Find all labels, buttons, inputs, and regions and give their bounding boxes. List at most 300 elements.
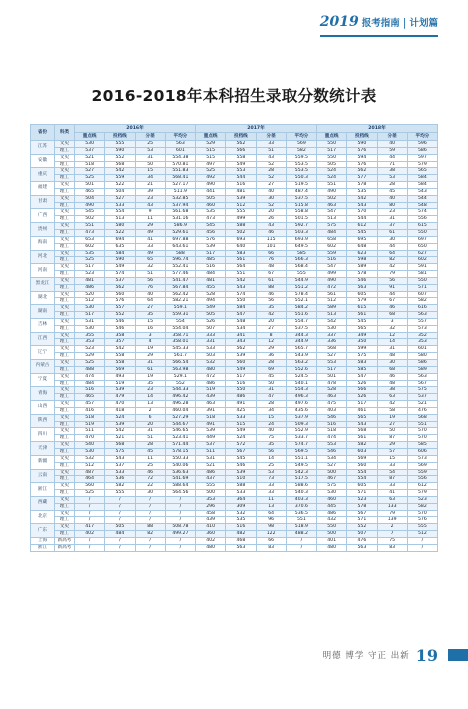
score-cell: 517: [75, 312, 105, 319]
category-cell: 文史: [55, 428, 75, 435]
province-cell: 江苏: [31, 141, 55, 155]
category-cell: 理工: [55, 147, 75, 154]
score-cell: 567: [347, 510, 377, 517]
score-cell: 521: [407, 401, 437, 408]
score-cell: 542: [347, 195, 377, 202]
score-cell: 470: [75, 435, 105, 442]
score-cell: 568: [347, 428, 377, 435]
score-cell: 549: [226, 366, 256, 373]
score-cell: 88: [256, 284, 286, 291]
score-cell: 463: [317, 394, 347, 401]
score-cell: 585: [407, 442, 437, 449]
score-cell: 545: [75, 209, 105, 216]
province-cell: 福建: [31, 182, 55, 196]
score-cell: 7: [377, 531, 407, 538]
category-cell: 理工: [55, 339, 75, 346]
score-cell: 576: [347, 161, 377, 168]
score-cell: 518: [75, 161, 105, 168]
table-row: [31, 531, 438, 538]
score-cell: 526: [347, 380, 377, 387]
score-cell: 20: [256, 209, 286, 216]
category-cell: 理工: [55, 257, 75, 264]
table-body: [31, 141, 438, 552]
score-cell: 533: [226, 414, 256, 421]
score-cell: 530: [75, 325, 105, 332]
score-cell: 544.9: [286, 277, 316, 284]
score-cell: 570.81: [165, 161, 195, 168]
score-cell: 588: [226, 483, 256, 490]
score-cell: 525: [196, 168, 226, 175]
table-row: [31, 223, 438, 230]
score-cell: 484: [196, 271, 226, 278]
score-cell: 44: [377, 154, 407, 161]
score-cell: 554: [165, 318, 195, 325]
score-cell: 63: [377, 496, 407, 503]
category-cell: 文史: [55, 250, 75, 257]
score-cell: 598: [347, 257, 377, 264]
score-cell: 562: [226, 346, 256, 353]
score-cell: 545: [347, 229, 377, 236]
header-separator: |: [402, 16, 407, 29]
score-cell: 507: [196, 325, 226, 332]
score-cell: 583: [347, 360, 377, 367]
category-cell: 理工: [55, 407, 75, 414]
score-cell: 524: [317, 168, 347, 175]
score-cell: 568: [407, 414, 437, 421]
category-cell: 理工: [55, 462, 75, 469]
page-footer: [323, 645, 438, 665]
score-cell: 561: [347, 435, 377, 442]
category-cell: 文史: [55, 195, 75, 202]
score-cell: 13: [256, 503, 286, 510]
score-cell: /: [165, 503, 195, 510]
score-cell: 16: [135, 325, 165, 332]
score-cell: /: [135, 544, 165, 551]
score-cell: 649.5: [286, 243, 316, 250]
score-cell: 548: [407, 202, 437, 209]
score-cell: 623: [347, 250, 377, 257]
score-cell: 537: [105, 277, 135, 284]
score-cell: 3: [377, 318, 407, 325]
table-row: [31, 510, 438, 517]
score-cell: 575: [407, 387, 437, 394]
score-cell: 56: [256, 448, 286, 455]
score-cell: 45: [256, 373, 286, 380]
score-cell: 465: [75, 394, 105, 401]
province-cell: 内蒙古: [31, 360, 55, 374]
category-cell: 理工: [55, 503, 75, 510]
score-cell: 552: [105, 154, 135, 161]
category-cell: 理工: [55, 188, 75, 195]
score-cell: 533: [226, 490, 256, 497]
score-cell: 616: [407, 305, 437, 312]
score-cell: 551: [317, 182, 347, 189]
subheader-cell: 重点线: [317, 133, 347, 141]
score-cell: 594: [347, 154, 377, 161]
score-cell: 537: [105, 462, 135, 469]
score-cell: 576: [105, 298, 135, 305]
score-cell: 571.44: [165, 442, 195, 449]
score-cell: 472: [317, 284, 347, 291]
score-cell: 19: [377, 414, 407, 421]
subheader-cell: 投档线: [105, 133, 135, 141]
score-cell: 589: [407, 366, 437, 373]
category-cell: 理工: [55, 517, 75, 524]
score-cell: 535: [347, 188, 377, 195]
score-cell: 523: [407, 496, 437, 503]
score-cell: 516: [226, 524, 256, 531]
score-cell: 139: [377, 517, 407, 524]
score-cell: /: [165, 510, 195, 517]
score-cell: 554: [105, 209, 135, 216]
score-cell: 61: [256, 277, 286, 284]
category-cell: 理工: [55, 531, 75, 538]
score-cell: 6: [135, 414, 165, 421]
score-cell: 560: [347, 462, 377, 469]
score-cell: 56: [256, 298, 286, 305]
score-cell: 480: [196, 366, 226, 373]
score-cell: 561: [347, 312, 377, 319]
score-cell: 44: [377, 243, 407, 250]
score-cell: 527.29: [165, 414, 195, 421]
score-cell: 493: [105, 373, 135, 380]
score-cell: 344.3: [286, 332, 316, 339]
score-table: [30, 124, 438, 552]
score-cell: 549.5: [286, 462, 316, 469]
category-cell: 理工: [55, 175, 75, 182]
score-cell: 46: [135, 469, 165, 476]
table-row: [31, 332, 438, 339]
score-cell: 522: [105, 182, 135, 189]
score-cell: 579: [407, 161, 437, 168]
score-cell: 52: [256, 202, 286, 209]
score-cell: 540.1: [286, 380, 316, 387]
score-cell: 82: [135, 531, 165, 538]
score-cell: 343: [226, 339, 256, 346]
score-cell: 589: [317, 305, 347, 312]
score-cell: 555: [196, 483, 226, 490]
score-cell: 46: [377, 305, 407, 312]
score-cell: 464: [75, 476, 105, 483]
score-cell: 64: [256, 510, 286, 517]
province-cell: 新疆: [31, 455, 55, 469]
score-cell: 615: [407, 223, 437, 230]
score-cell: 605: [347, 483, 377, 490]
score-cell: 571: [407, 284, 437, 291]
score-cell: 555: [105, 490, 135, 497]
score-cell: 562: [347, 168, 377, 175]
score-cell: 28: [377, 182, 407, 189]
score-cell: 596.74: [165, 257, 195, 264]
score-cell: 48: [377, 353, 407, 360]
score-cell: 391: [196, 407, 226, 414]
score-cell: 517: [75, 264, 105, 271]
table-row: [31, 544, 438, 551]
province-cell: 陕西: [31, 414, 55, 428]
score-cell: 607: [407, 291, 437, 298]
score-cell: 551.6: [286, 312, 316, 319]
score-cell: 568: [105, 442, 135, 449]
score-cell: 533: [196, 346, 226, 353]
score-cell: 635: [105, 243, 135, 250]
score-cell: 546: [226, 462, 256, 469]
score-cell: 44: [377, 291, 407, 298]
score-cell: 349: [347, 332, 377, 339]
score-cell: 496.3: [286, 394, 316, 401]
score-cell: 488: [75, 366, 105, 373]
score-cell: 465: [75, 188, 105, 195]
score-cell: /: [135, 496, 165, 503]
score-cell: 41: [135, 236, 165, 243]
score-cell: 2: [135, 407, 165, 414]
score-cell: 525: [75, 257, 105, 264]
score-cell: 535: [226, 517, 256, 524]
score-cell: 527: [75, 168, 105, 175]
score-cell: 559: [105, 175, 135, 182]
score-cell: 544: [407, 195, 437, 202]
score-cell: 4: [135, 339, 165, 346]
category-cell: 理工: [55, 380, 75, 387]
score-cell: 45: [135, 448, 165, 455]
score-cell: 96: [256, 517, 286, 524]
score-cell: 29: [135, 223, 165, 230]
score-cell: 532.85: [165, 195, 195, 202]
score-cell: 463: [196, 401, 226, 408]
footer-accent-bar: [448, 649, 468, 661]
category-cell: 文史: [55, 346, 75, 353]
category-cell: 理工: [55, 476, 75, 483]
score-cell: 558: [226, 154, 256, 161]
score-cell: 605: [347, 291, 377, 298]
category-cell: 理工: [55, 243, 75, 250]
table-row: [31, 401, 438, 408]
score-cell: /: [165, 517, 195, 524]
score-cell: 53: [377, 175, 407, 182]
category-cell: 文史: [55, 236, 75, 243]
category-cell: 理工: [55, 229, 75, 236]
score-cell: 42: [256, 312, 286, 319]
province-cell: 四川: [31, 428, 55, 442]
score-cell: 550: [407, 277, 437, 284]
score-cell: 510: [226, 476, 256, 483]
score-cell: 530: [317, 490, 347, 497]
score-cell: 463: [317, 202, 347, 209]
category-cell: 理工: [55, 202, 75, 209]
score-cell: 11: [256, 496, 286, 503]
score-cell: 35: [256, 305, 286, 312]
score-cell: 695: [347, 236, 377, 243]
score-cell: 499: [226, 216, 256, 223]
table-row: [31, 298, 438, 305]
score-cell: 53: [135, 147, 165, 154]
score-cell: 67: [256, 271, 286, 278]
score-cell: 602: [75, 243, 105, 250]
score-cell: 568.4: [286, 264, 316, 271]
score-cell: /: [135, 537, 165, 544]
score-cell: 552: [165, 380, 195, 387]
score-cell: 31: [377, 216, 407, 223]
score-cell: 536.63: [165, 469, 195, 476]
score-cell: 546: [347, 277, 377, 284]
score-cell: 484: [75, 380, 105, 387]
score-cell: 403: [317, 407, 347, 414]
score-cell: 29: [377, 442, 407, 449]
score-cell: 552: [347, 524, 377, 531]
table-row: [31, 353, 438, 360]
score-cell: 512: [407, 531, 437, 538]
score-cell: 553: [317, 442, 347, 449]
score-cell: /: [105, 517, 135, 524]
score-cell: 546: [105, 325, 135, 332]
score-cell: 34: [135, 175, 165, 182]
score-cell: 527: [105, 195, 135, 202]
category-cell: 文史: [55, 496, 75, 503]
score-cell: 586: [407, 360, 437, 367]
table-row: [31, 346, 438, 353]
score-cell: 563: [407, 373, 437, 380]
score-cell: 547: [226, 312, 256, 319]
score-cell: 519: [105, 380, 135, 387]
score-cell: 512: [75, 462, 105, 469]
score-cell: 445: [317, 503, 347, 510]
table-row: [31, 209, 438, 216]
score-cell: 561.68: [165, 209, 195, 216]
score-cell: /: [165, 496, 195, 503]
table-row: [31, 216, 438, 223]
score-cell: 550: [407, 229, 437, 236]
score-cell: 503.3: [286, 229, 316, 236]
score-cell: 524: [105, 414, 135, 421]
score-cell: 64: [377, 250, 407, 257]
score-cell: /: [75, 510, 105, 517]
score-cell: 555: [286, 271, 316, 278]
province-cell: 青海: [31, 387, 55, 401]
score-cell: /: [75, 503, 105, 510]
score-cell: 524.5: [286, 373, 316, 380]
category-cell: 文史: [55, 182, 75, 189]
score-cell: /: [105, 510, 135, 517]
score-cell: 511: [75, 428, 105, 435]
score-cell: 582: [286, 147, 316, 154]
category-cell: 理工: [55, 312, 75, 319]
score-cell: 567.84: [165, 284, 195, 291]
score-cell: 535: [196, 209, 226, 216]
score-cell: 561.7: [165, 353, 195, 360]
score-cell: 532: [226, 510, 256, 517]
score-cell: 38: [377, 387, 407, 394]
category-cell: 文史: [55, 305, 75, 312]
score-cell: 33: [256, 483, 286, 490]
score-cell: 500: [317, 469, 347, 476]
score-cell: /: [105, 537, 135, 544]
score-cell: 590: [347, 141, 377, 148]
score-cell: 336: [317, 339, 347, 346]
score-cell: 599: [347, 346, 377, 353]
score-cell: 544.67: [165, 421, 195, 428]
score-cell: 640: [226, 243, 256, 250]
score-cell: 586.9: [165, 223, 195, 230]
score-cell: 537.5: [286, 325, 316, 332]
score-cell: 563: [165, 141, 195, 148]
score-cell: 439: [196, 394, 226, 401]
score-cell: 476: [347, 537, 377, 544]
score-cell: 580: [105, 223, 135, 230]
table-row: [31, 373, 438, 380]
table-row: [31, 182, 438, 189]
category-cell: 文史: [55, 318, 75, 325]
score-cell: 474: [317, 435, 347, 442]
score-cell: 28: [135, 442, 165, 449]
score-cell: 537: [75, 147, 105, 154]
score-cell: 46: [256, 229, 286, 236]
score-cell: 551: [407, 421, 437, 428]
score-cell: 518.9: [286, 524, 316, 531]
score-cell: 441: [196, 188, 226, 195]
score-cell: 11: [135, 455, 165, 462]
score-cell: 529.61: [165, 229, 195, 236]
score-cell: 481: [196, 277, 226, 284]
province-cell: 浙江: [31, 483, 55, 497]
score-cell: 562: [105, 284, 135, 291]
category-cell: 文史: [55, 223, 75, 230]
score-cell: 584: [105, 250, 135, 257]
score-cell: 576: [196, 236, 226, 243]
score-cell: 490: [75, 202, 105, 209]
score-cell: 344.9: [286, 339, 316, 346]
score-cell: 487.4: [286, 188, 316, 195]
score-cell: 29: [256, 346, 286, 353]
table-row: [31, 168, 438, 175]
score-cell: 460: [196, 202, 226, 209]
score-cell: 643.61: [165, 243, 195, 250]
score-cell: 541.47: [165, 277, 195, 284]
score-cell: 58: [377, 407, 407, 414]
score-cell: 122: [256, 531, 286, 538]
score-cell: 537.9: [286, 414, 316, 421]
score-cell: 565: [347, 325, 377, 332]
score-cell: 497: [196, 161, 226, 168]
score-cell: 486: [226, 394, 256, 401]
score-cell: 525: [75, 175, 105, 182]
score-cell: 530: [75, 448, 105, 455]
score-cell: 79: [377, 271, 407, 278]
score-cell: 52: [256, 175, 286, 182]
subheader-cell: 分差: [256, 133, 286, 141]
score-cell: 567: [407, 380, 437, 387]
score-cell: 410: [196, 524, 226, 531]
score-cell: 564: [226, 264, 256, 271]
score-cell: 563.2: [286, 360, 316, 367]
score-cell: 456: [196, 229, 226, 236]
province-cell: 吉林: [31, 318, 55, 332]
table-row: [31, 264, 438, 271]
score-cell: 91: [377, 284, 407, 291]
score-cell: 473: [75, 229, 105, 236]
score-cell: 337: [317, 332, 347, 339]
score-cell: /: [286, 544, 316, 551]
table-row: [31, 147, 438, 154]
score-cell: /: [75, 537, 105, 544]
score-cell: 515.8: [286, 202, 316, 209]
score-cell: 525: [75, 360, 105, 367]
score-cell: 484: [317, 229, 347, 236]
score-cell: 418: [105, 407, 135, 414]
score-cell: 341: [226, 332, 256, 339]
table-row: [31, 339, 438, 346]
score-cell: 694: [105, 236, 135, 243]
score-cell: 653: [75, 236, 105, 243]
table-row: [31, 503, 438, 510]
